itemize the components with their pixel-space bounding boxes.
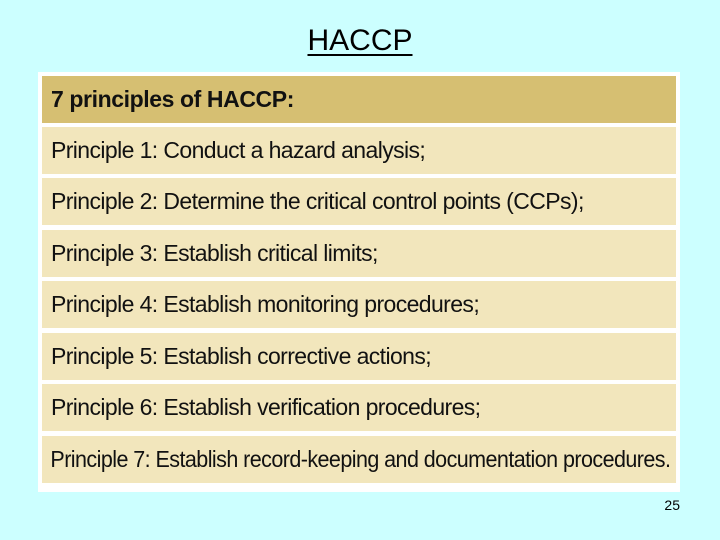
principle-row-3: Principle 3: Establish critical limits;	[42, 230, 676, 277]
page-number: 25	[664, 497, 680, 513]
slide-title-text: HACCP	[307, 24, 413, 57]
principle-row-6: Principle 6: Establish verification procedures;	[42, 384, 676, 431]
principle-row-2: Principle 2: Determine the critical control points (CCPs);	[42, 178, 676, 225]
principle-row-7: Principle 7: Establish record-keeping and documentation procedures.	[42, 436, 676, 483]
principle-row-5: Principle 5: Establish corrective actions;	[42, 333, 676, 380]
slide-title	[0, 24, 720, 58]
principles-table	[38, 72, 680, 492]
principle-row-1: Principle 1: Conduct a hazard analysis;	[42, 127, 676, 174]
table-header: 7 principles of HACCP:	[42, 76, 676, 123]
principle-row-4: Principle 4: Establish monitoring procedures;	[42, 281, 676, 328]
